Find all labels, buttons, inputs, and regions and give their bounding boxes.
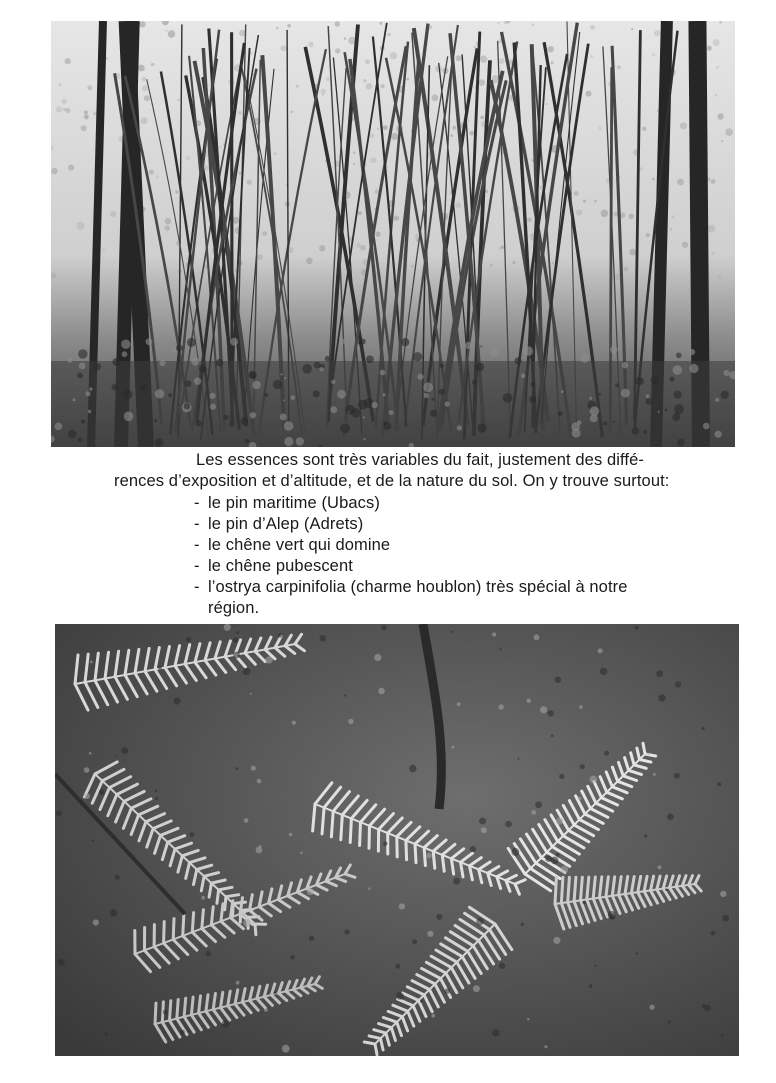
intro-line-2: rences d’exposition et d’altitude, et de la nature du sol. On y trouve surtout: bbox=[114, 472, 670, 490]
species-list bbox=[100, 493, 740, 619]
caption-text bbox=[100, 450, 740, 619]
ferns-photo bbox=[55, 624, 739, 1056]
species-item: - le chêne vert qui domine bbox=[194, 535, 678, 556]
species-item: - l’ostrya carpinifolia (charme houblon) très spécial à notre région. bbox=[194, 577, 678, 619]
intro-line-1: Les essences sont très variables du fait, justement des diffé- bbox=[196, 451, 644, 469]
forest-photo bbox=[51, 21, 735, 447]
species-item: - le chêne pubescent bbox=[194, 556, 678, 577]
species-item: - le pin d’Alep (Adrets) bbox=[194, 514, 678, 535]
species-item: - le pin maritime (Ubacs) bbox=[194, 493, 678, 514]
